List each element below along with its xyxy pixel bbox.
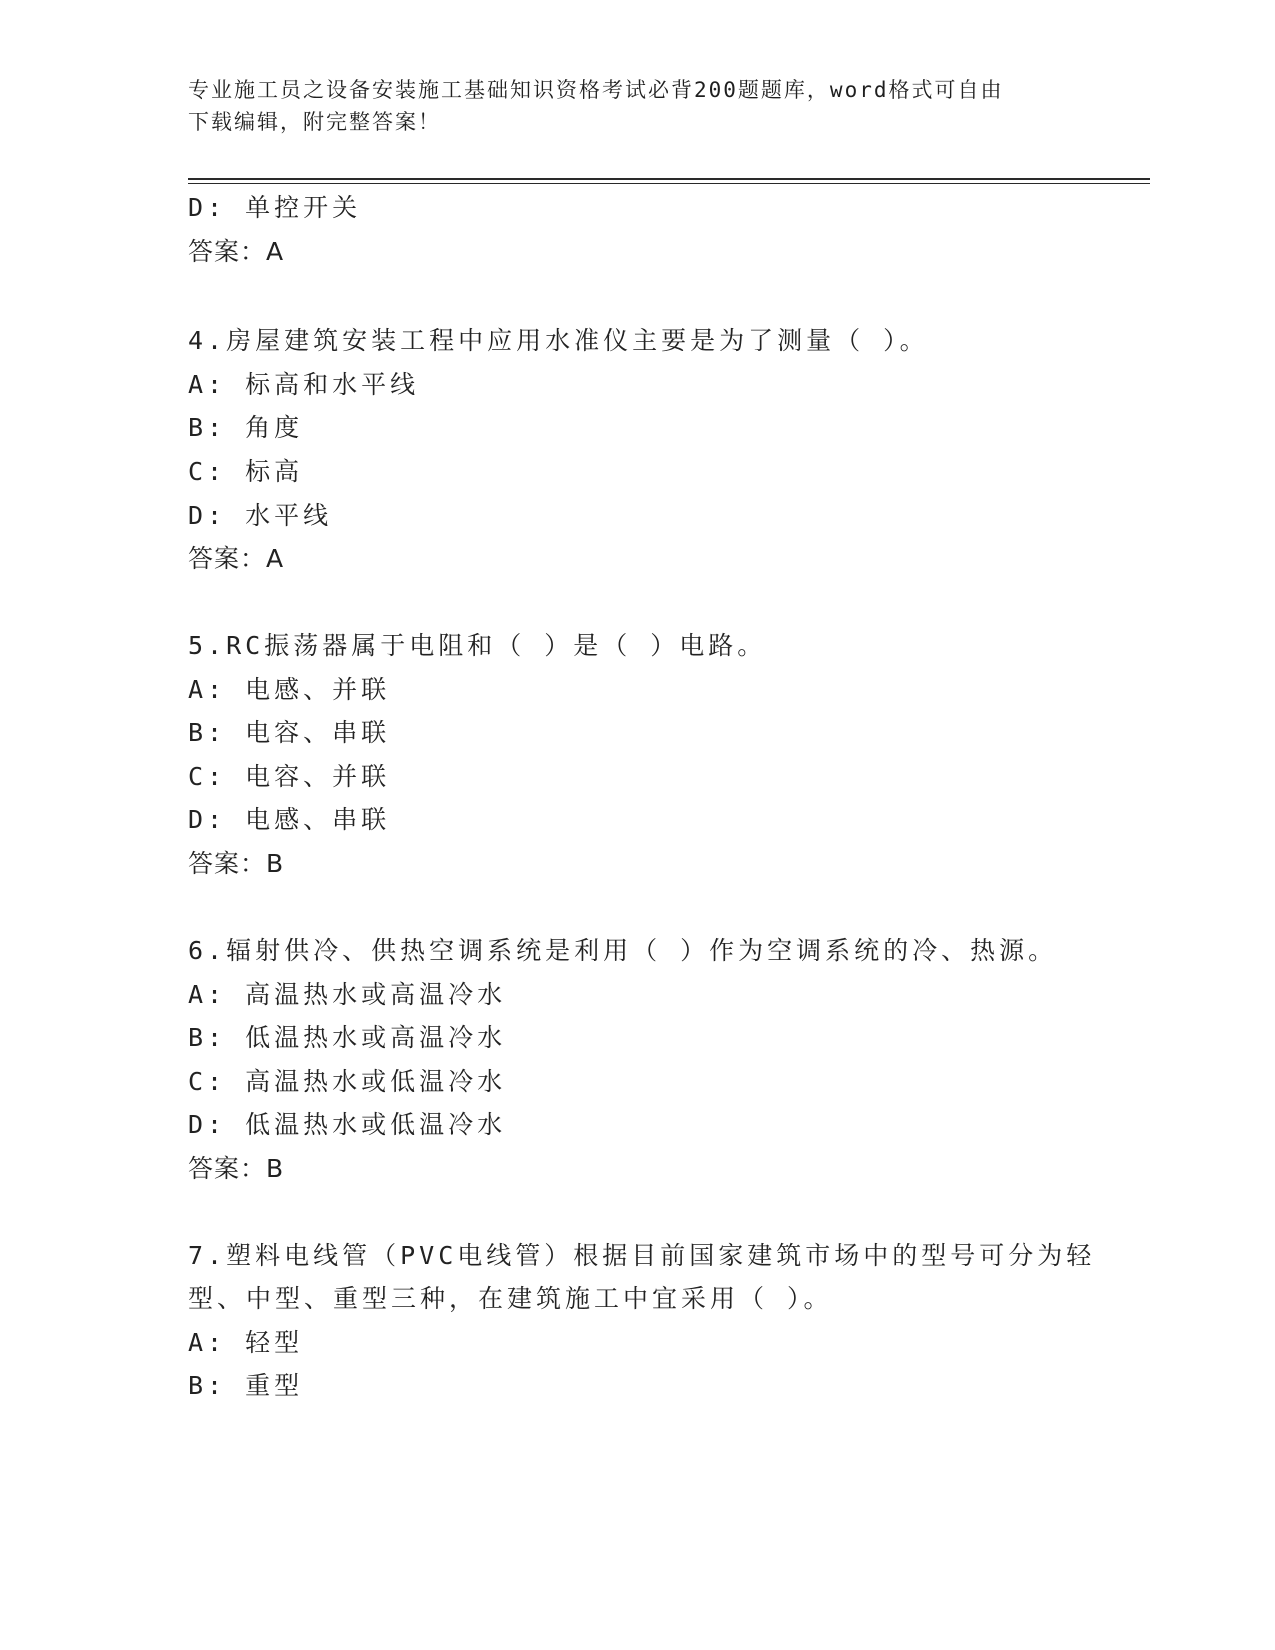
header-line-1: 专业施工员之设备安装施工基础知识资格考试必背200题题库，word格式可自由 [188, 78, 1004, 102]
question-6-option-c: C: 高温热水或低温冷水 [188, 1067, 507, 1096]
header-rule-thick [188, 178, 1150, 180]
question-6-stem: 6.辐射供冷、供热空调系统是利用（ ）作为空调系统的冷、热源。 [188, 936, 1058, 965]
question-6-option-d: D: 低温热水或低温冷水 [188, 1110, 507, 1139]
question-7-option-a: A: 轻型 [188, 1328, 304, 1357]
question-5-option-a: A: 电感、并联 [188, 675, 391, 704]
header-line-2: 下载编辑，附完整答案！ [188, 110, 441, 134]
document-header [188, 74, 1068, 138]
question-5-option-c: C: 电容、并联 [188, 762, 391, 791]
question-6-option-a: A: 高温热水或高温冷水 [188, 980, 507, 1009]
question-5-stem: 5.RC振荡器属于电阻和（ ）是（ ）电路。 [188, 631, 767, 660]
question-6-answer: 答案：B [188, 1154, 285, 1183]
question-5-option-b: B: 电容、串联 [188, 718, 391, 747]
question-4-answer: 答案：A [188, 544, 285, 573]
header-rule-thin [188, 183, 1150, 184]
question-4-option-c: C: 标高 [188, 457, 304, 486]
question-4-option-d: D: 水平线 [188, 501, 333, 530]
question-5-option-d: D: 电感、串联 [188, 805, 391, 834]
prev-answer: 答案：A [188, 237, 285, 266]
question-6-option-b: B: 低温热水或高温冷水 [188, 1023, 507, 1052]
question-4-option-a: A: 标高和水平线 [188, 370, 420, 399]
question-4-stem: 4.房屋建筑安装工程中应用水准仪主要是为了测量（ ）。 [188, 326, 929, 355]
question-4-option-b: B: 角度 [188, 413, 304, 442]
question-7-stem-line-1: 7.塑料电线管（PVC电线管）根据目前国家建筑市场中的型号可分为轻 [188, 1241, 1096, 1270]
prev-option-d: D: 单控开关 [188, 193, 362, 222]
question-5-answer: 答案：B [188, 849, 285, 878]
question-7-option-b: B: 重型 [188, 1371, 304, 1400]
question-7-stem-line-2: 型、中型、重型三种，在建筑施工中宜采用（ ）。 [188, 1284, 833, 1313]
